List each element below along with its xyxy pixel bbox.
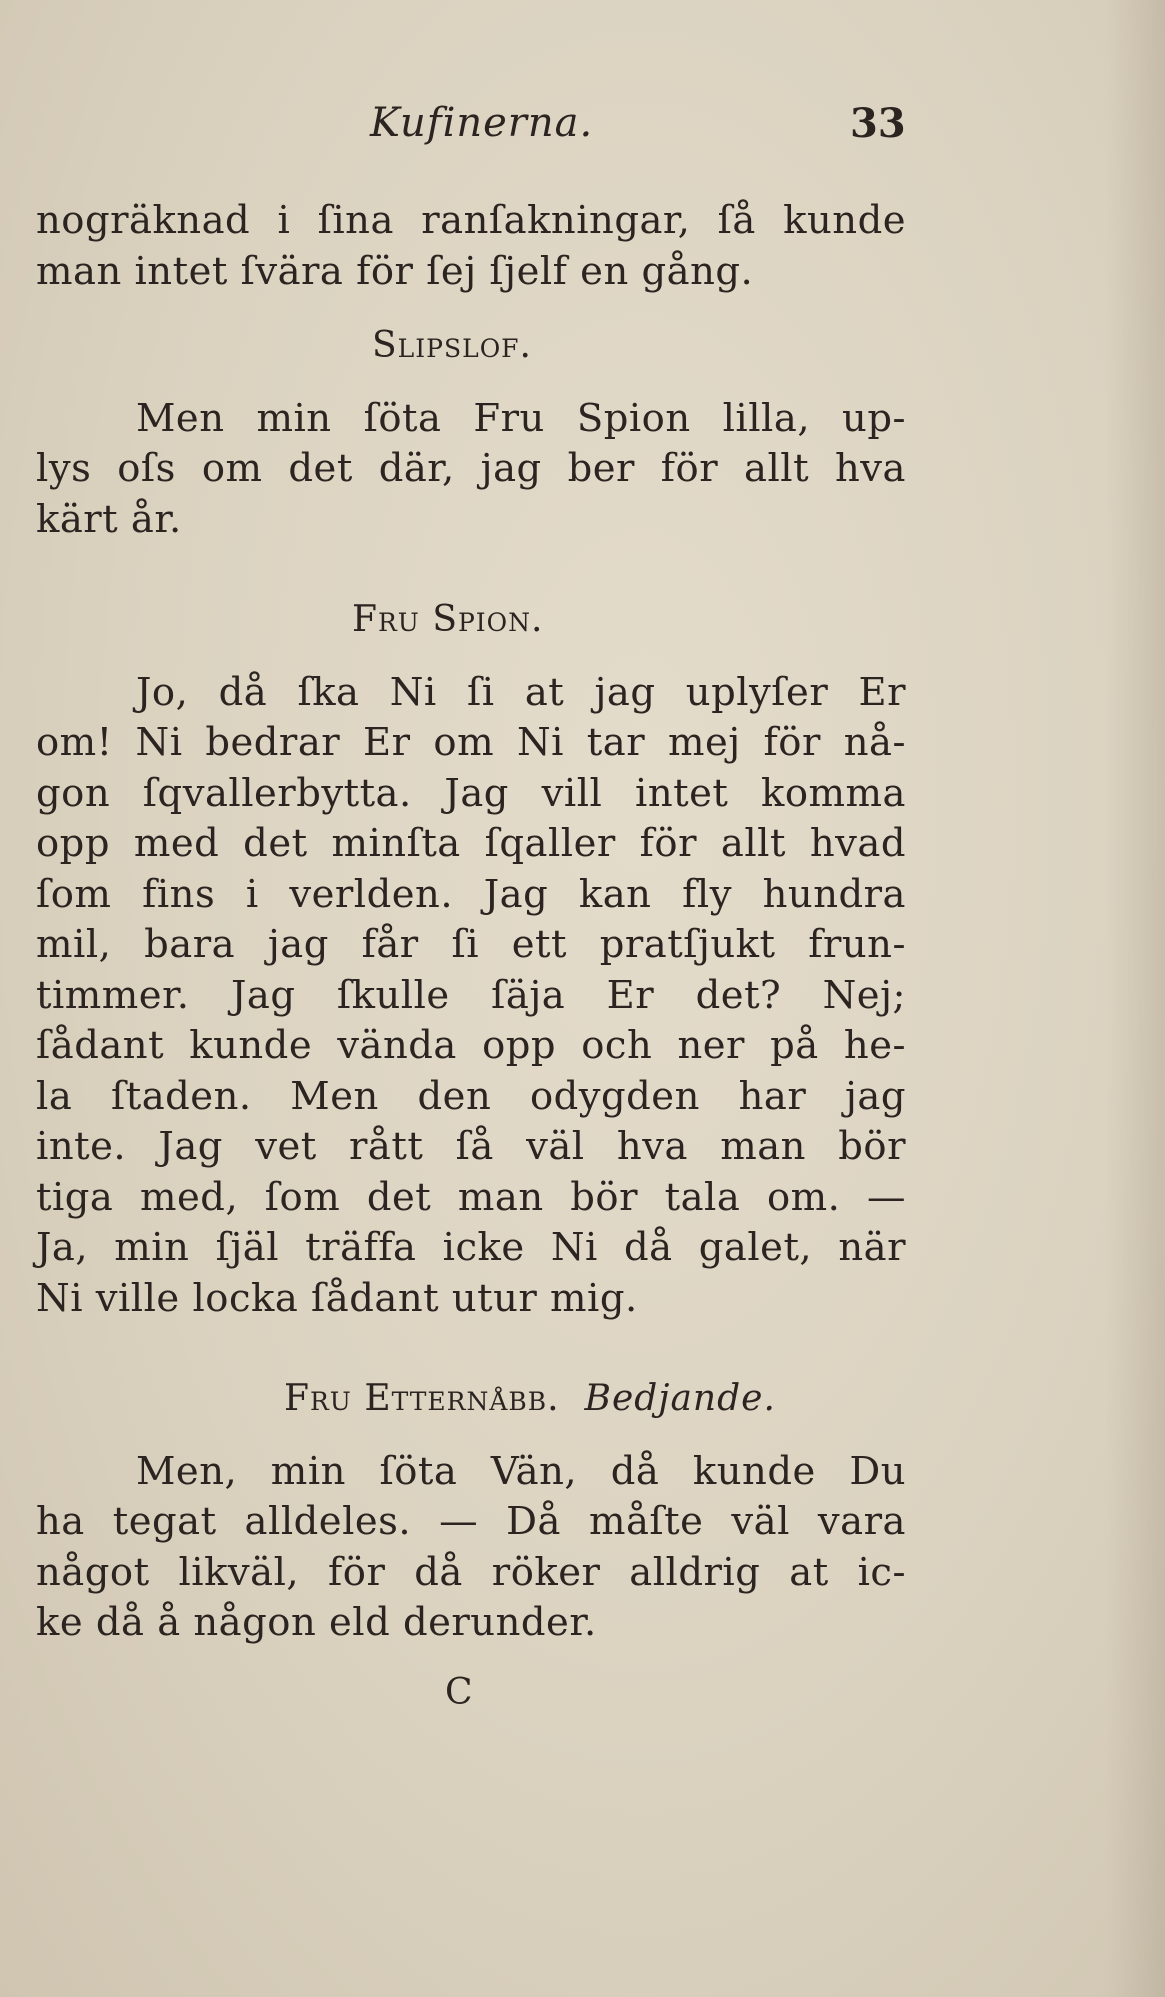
speech-line: gon ſqvallerbytta. Jag vill intet komma: [36, 770, 906, 816]
speaker-name: [36, 1374, 906, 1425]
speech-line: ke då å någon eld derunder.: [36, 1600, 597, 1645]
speech-line: la ſtaden. Men den odygden har jag: [36, 1073, 906, 1119]
speech-line: Jo, då ſka Ni ſi at jag uplyſer Er: [136, 669, 906, 715]
page-gutter-shadow: [1105, 0, 1165, 1997]
speech-line: mil, bara jag får ſi ett pratſjukt frun-: [36, 922, 906, 967]
speaker-label: Slipslof.: [372, 325, 532, 366]
speech-line: något likväl, för då röker alldrig at ic-: [36, 1549, 906, 1595]
speech-line: om! Ni bedrar Er om Ni tar mej för nå-: [36, 720, 906, 765]
speech-line: Ni ville locka ſådant utur mig.: [36, 1275, 638, 1321]
speech-line: timmer. Jag ſkulle ſäja Er det? Nej;: [36, 972, 906, 1018]
running-head: Kufinerna.: [370, 100, 594, 146]
text-line: man intet ſvära för ſej ſjelf en gång.: [36, 248, 754, 294]
speech-line: opp med det minſta ſqaller för allt hvad: [36, 821, 906, 866]
speaker-label: Fru Etternåbb.: [284, 1378, 560, 1419]
speech-line: Men min ſöta Fru Spion lilla, up-: [136, 395, 906, 441]
signature-mark: C: [445, 1672, 473, 1713]
stage-direction: Bedjande.: [584, 1378, 776, 1419]
speaker-name: [36, 321, 906, 372]
speech-line: kärt år.: [36, 496, 182, 542]
speech-line: ſom fins i verlden. Jag kan fly hundra: [36, 871, 906, 917]
speech-line: tiga med, ſom det man bör tala om. —: [36, 1174, 906, 1220]
text-block: [36, 196, 906, 1649]
speech-line: Men, min ſöta Vän, då kunde Du: [136, 1448, 906, 1494]
speaker-name: [36, 595, 906, 646]
speaker-label: Fru Spion.: [352, 599, 544, 640]
speech-line: ha tegat alldeles. — Då måſte väl vara: [36, 1499, 906, 1544]
speech-line: Ja, min ſjäl träffa icke Ni då galet, när: [36, 1225, 906, 1270]
speech-line: ſådant kunde vända opp och ner på he-: [36, 1023, 906, 1068]
speech-line: lys oſs om det där, jag ber för allt hva: [36, 446, 906, 491]
speech-line: inte. Jag vet rått ſå väl hva man bör: [36, 1124, 906, 1169]
page-header: [0, 100, 1165, 160]
page-number: 33: [850, 100, 906, 147]
text-line: nogräknad i ſina ranſakningar, ſå kunde: [36, 198, 906, 243]
